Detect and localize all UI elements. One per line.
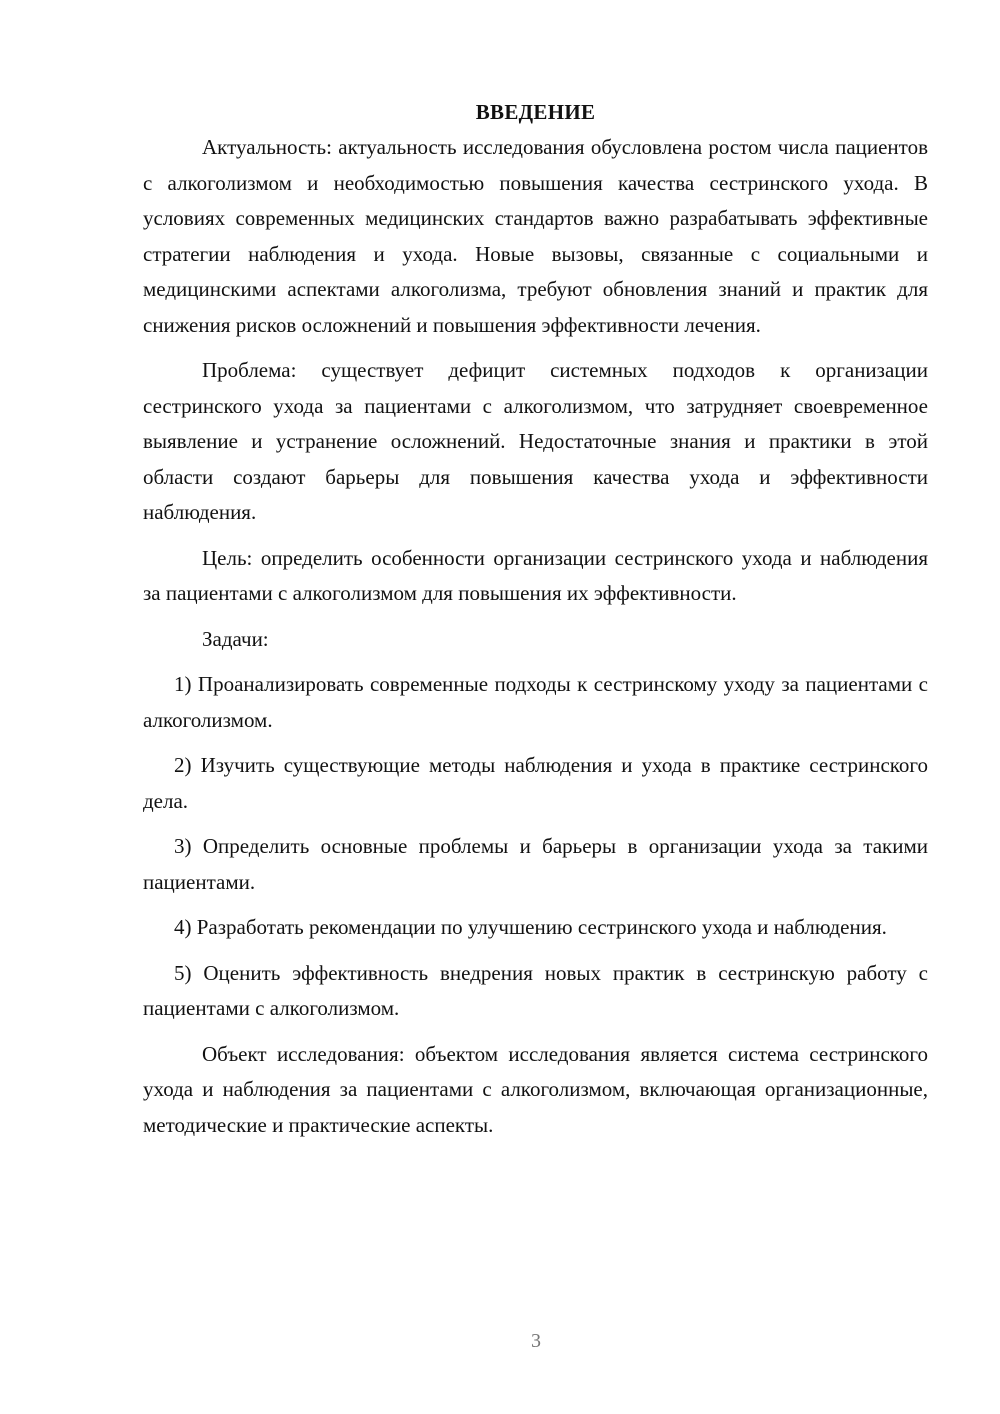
task-item-5: 5) Оценить эффективность внедрения новых практик в сестринскую работу с пациентами с алкоголизмом. [143,960,928,1020]
task-item-2: 2) Изучить существующие методы наблюдения и ухода в практике сестринского дела. [143,753,928,813]
tasks-label: Задачи: [202,626,269,651]
task-item-4: 4) Разработать рекомендации по улучшению сестринского ухода и наблюдения. [174,915,887,939]
paragraph-problem: Проблема: существует дефицит системных подходов к организации сестринского ухода за пациентами с алкоголизмом, что затрудняет своевременное выявление и устранение осложнений. Недостаточные знания и практики в этой области создают барьеры для повышения качества ухода и эффективности наблюдения. [143,358,928,524]
task-item-3: 3) Определить основные проблемы и барьеры в организации ухода за такими пациентами. [143,834,928,894]
section-heading: ВВЕДЕНИЕ [475,100,596,124]
document-page [143,95,928,1143]
page-number: 3 [531,1330,541,1352]
paragraph-goal: Цель: определить особенности организации сестринского ухода и наблюдения за пациентами с алкоголизмом для повышения их эффективности. [143,545,928,605]
paragraph-object: Объект исследования: объектом исследования является система сестринского ухода и наблюдения за пациентами с алкоголизмом, включающая организационные, методические и практические аспекты. [143,1041,928,1137]
paragraph-relevance: Актуальность: актуальность исследования обусловлена ростом числа пациентов с алкоголизмом и необходимостью повышения качества сестринского ухода. В условиях современных медицинских стандартов важно разрабатывать эффективные стратегии наблюдения и ухода. Новые вызовы, связанные с социальными и медицинскими аспектами алкоголизма, требуют обновления знаний и практик для снижения рисков осложнений и повышения эффективности лечения. [143,135,928,337]
task-item-1: 1) Проанализировать современные подходы к сестринскому уходу за пациентами с алкоголизмом. [143,672,928,732]
